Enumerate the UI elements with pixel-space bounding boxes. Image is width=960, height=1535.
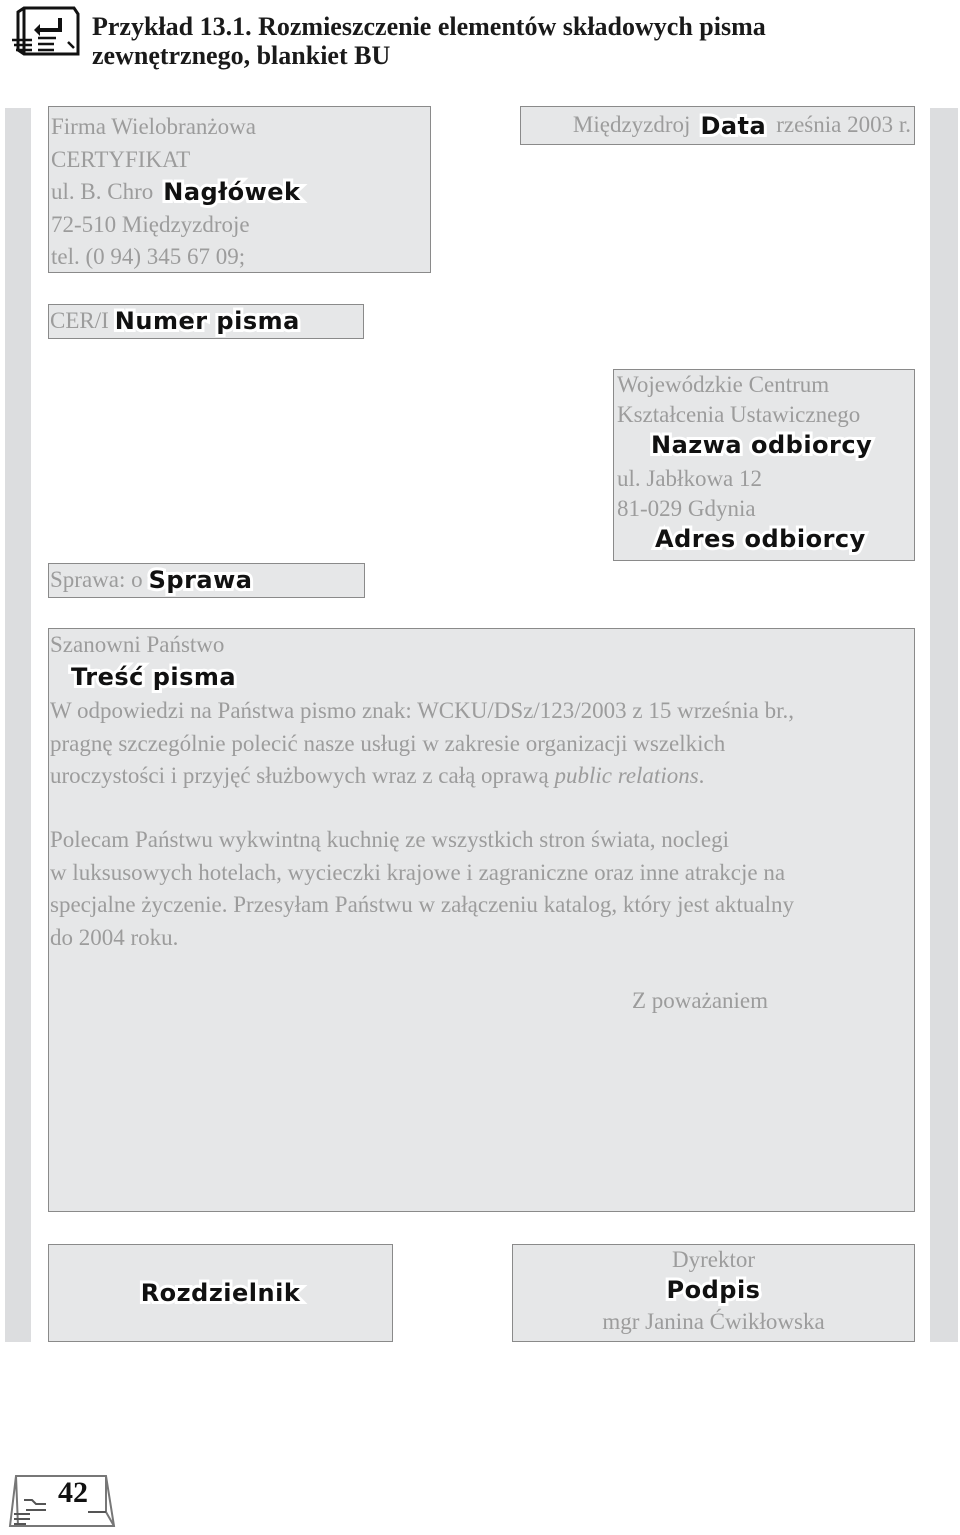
- body-line: pragnę szczególnie polecić nasze usługi w zakresie organizacji wszelkich: [50, 730, 726, 756]
- letterhead-line: Firma Wielobranżowa: [51, 114, 256, 139]
- letterhead-line: tel. (0 94) 345 67 09;: [51, 244, 246, 269]
- signature-name: mgr Janina Ćwikłowska: [602, 1309, 825, 1334]
- recipient-name-label: Nazwa odbiorcy: [651, 431, 873, 459]
- signature-box: [512, 1244, 915, 1342]
- body-italic: public relations: [554, 763, 699, 788]
- body-line: W odpowiedzi na Państwa pismo znak: WCKU/DSz/123/2003 z 15 września br.,: [50, 698, 794, 723]
- reference-number-label: Numer pisma: [114, 307, 300, 335]
- letterhead-line-with-label: [51, 176, 311, 209]
- recipient-address-line: ul. Jabłkowa 12: [617, 466, 763, 491]
- letter-body-box: [48, 628, 915, 1212]
- letter-body-label: Treść pisma: [71, 662, 237, 691]
- date-label: Data: [700, 111, 767, 140]
- closing: Z poważaniem: [632, 988, 769, 1013]
- distribution-label: Rozdzielnik: [140, 1279, 301, 1307]
- recipient-box: [613, 369, 915, 561]
- signature-role: Dyrektor: [671, 1247, 756, 1272]
- body-text: .: [698, 763, 705, 788]
- body-text: uroczystości i przyjęć służbowych wraz z całą oprawą: [50, 763, 555, 788]
- body-line: specjalne życzenie. Przesyłam Państwu w załączeniu katalog, który jest aktualny: [50, 892, 795, 917]
- body-line: w luksusowych hotelach, wycieczki krajowe i zagraniczne oraz inne atrakcje na: [50, 859, 786, 885]
- date-text-right: rześnia 2003 r.: [776, 112, 911, 138]
- page-number: 42: [58, 1476, 88, 1509]
- page-number-tab: [6, 1470, 118, 1530]
- letterhead-line: 72-510 Międzyzdroje: [51, 211, 250, 237]
- distribution-box: [48, 1244, 393, 1342]
- salutation: Szanowni Państwo: [50, 632, 225, 657]
- body-line: [50, 760, 794, 793]
- letterhead-label: Nagłówek: [163, 178, 301, 207]
- signature-label: Podpis: [666, 1276, 761, 1304]
- reference-number-text: CER/I: [50, 307, 109, 333]
- title-line: Przykład 13.1. Rozmieszczenie elementów składowych pisma: [92, 12, 766, 41]
- reference-number-box: [48, 304, 364, 339]
- subject-text: Sprawa: o: [50, 566, 143, 592]
- recipient-address-label: Adres odbiorcy: [655, 525, 866, 553]
- title-line: zewnętrznego, blankiet BU: [92, 41, 391, 70]
- subject-label: Sprawa: [148, 566, 253, 594]
- recipient-name-line: Wojewódzkie Centrum: [617, 372, 830, 397]
- recipient-address-line: 81-029 Gdynia: [617, 496, 756, 521]
- left-margin-bar: [5, 108, 31, 1342]
- letterhead-box: [48, 106, 431, 273]
- body-line: Polecam Państwu wykwintną kuchnię ze wszystkich stron świata, noclegi: [50, 827, 729, 852]
- body-line: do 2004 roku.: [50, 924, 179, 950]
- letterhead-line: CERTYFIKAT: [51, 146, 191, 172]
- example-icon: [8, 4, 80, 60]
- right-margin-bar: [930, 108, 958, 1342]
- date-text-left: Międzyzdroj: [572, 112, 691, 138]
- page-title: [92, 12, 766, 70]
- date-box: [520, 106, 915, 145]
- letterhead-line: ul. B. Chro: [51, 179, 154, 204]
- recipient-name-line: Kształcenia Ustawicznego: [617, 402, 861, 427]
- subject-box: [48, 563, 365, 598]
